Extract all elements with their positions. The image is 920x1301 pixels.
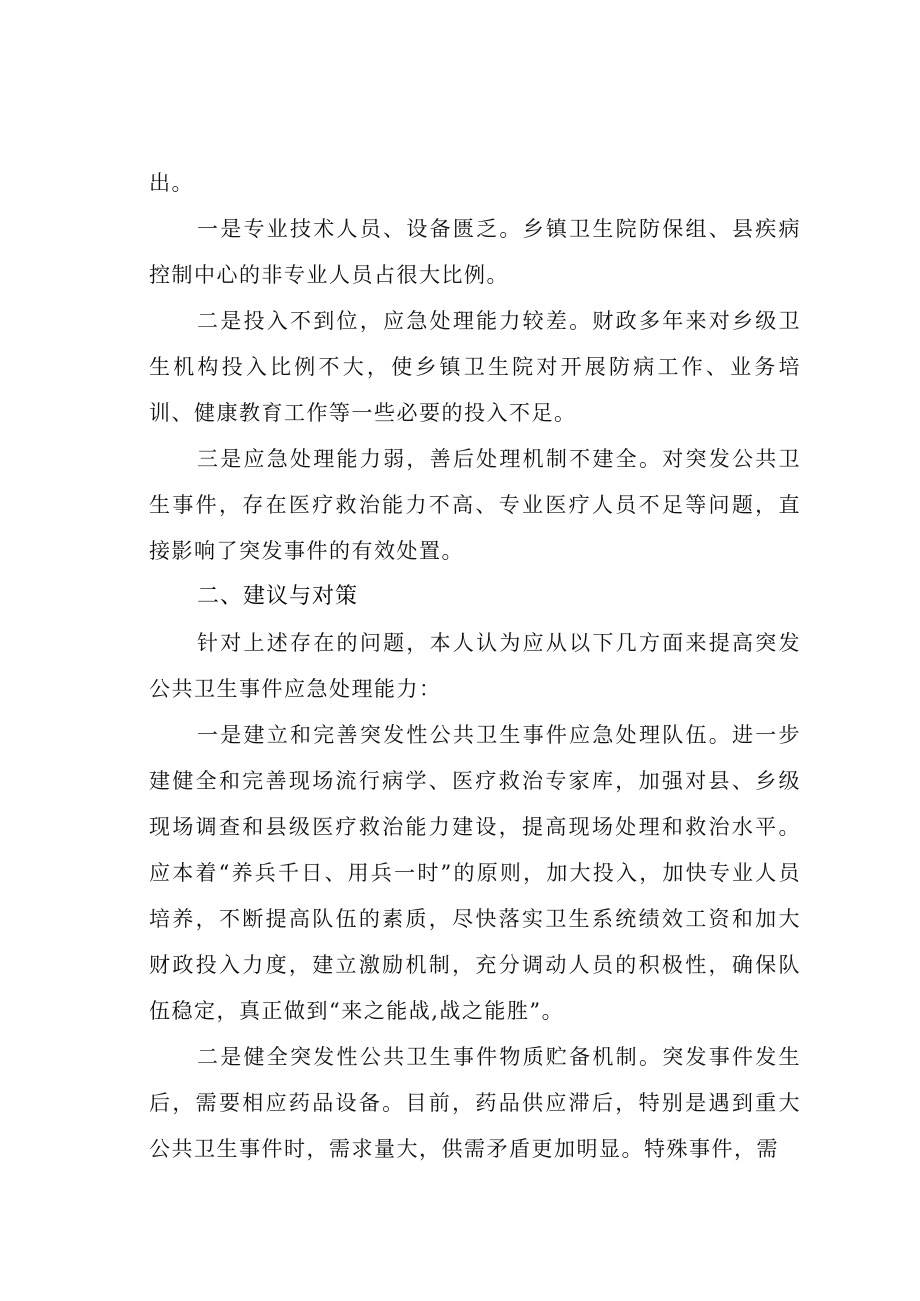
paragraph-build-team: 一是建立和完善突发性公共卫生事件应急处理队伍。进一步建健全和完善现场流行病学、医疗救治专家库，加强对县、乡级现场调查和县级医疗救治能力建设，提高现场处理和救治水平。应本着“养兵千日、用兵一时”的原则，加大投入，加快专业人员培养，不断提高队伍的素质，尽快落实卫生系统绩效工资和加大财政投入力度，建立激励机制，充分调动人员的积极性，确保队伍稳定，真正做到“来之能战,战之能胜”。	[149, 723, 801, 1023]
paragraph-insufficient-investment: 二是投入不到位，应急处理能力较差。财政多年来对乡级卫生机构投入比例不大，使乡镇卫生院对开展防病工作、业务培训、健康教育工作等一些必要的投入不足。	[149, 309, 801, 425]
paragraph-material-reserve: 二是健全突发性公共卫生事件物质贮备机制。突发事件发生后，需要相应药品设备。目前，药品供应滞后，特别是遇到重大公共卫生事件时，需求量大，供需矛盾更加明显。特殊事件，需	[149, 1045, 801, 1161]
paragraph-weak-response: 三是应急处理能力弱，善后处理机制不建全。对突发公共卫生事件，存在医疗救治能力不高、专业医疗人员不足等问题，直接影响了突发事件的有效处置。	[149, 447, 801, 563]
paragraph-lack-of-staff: 一是专业技术人员、设备匮乏。乡镇卫生院防保组、县疾病控制中心的非专业人员占很大比例。	[149, 217, 801, 287]
section-heading-suggestions: 二、建议与对策	[197, 584, 359, 609]
paragraph-suggestions-intro: 针对上述存在的问题，本人认为应从以下几方面来提高突发公共卫生事件应急处理能力：	[149, 631, 801, 701]
paragraph-continuation: 出。	[149, 171, 194, 195]
document-body	[149, 160, 801, 1172]
